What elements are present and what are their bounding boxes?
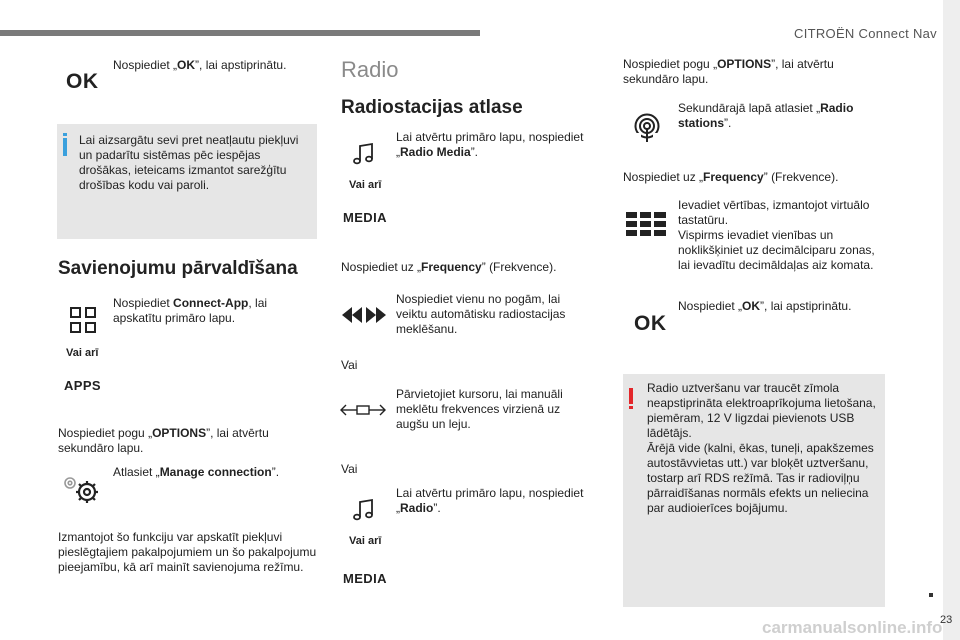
connection-description: Izmantojot šo funkciju var apskatīt piekļuvi pieslēgtajiem pakalpojumiem un šo pakalpojumu pieejamību, kā arī mainīt savienojuma režīmu. (58, 530, 317, 574)
page-marker (929, 593, 933, 597)
radio-title: Radio (341, 57, 399, 82)
radio-subtitle: Radiostacijas atlase (341, 97, 523, 118)
ok-button-icon: OK (634, 312, 667, 335)
side-strip (943, 0, 960, 640)
manage-connection-instruction: Atlasiet „Manage connection”. (113, 465, 280, 479)
frequency-instruction: Nospiediet uz „Frequency” (Frekvence). (623, 170, 839, 184)
info-box (57, 124, 317, 239)
media-button-label: MEDIA (343, 571, 387, 586)
apps-instruction: Nospiediet Connect-App, lai apskatītu primāro lapu. (113, 296, 268, 325)
frequency-slider-icon (340, 403, 386, 422)
info-icon (63, 138, 67, 156)
or-label: Vai arī (349, 179, 382, 191)
radio-media-instruction: Lai atvērtu primāro lapu, nospiediet „Radio Media”. (396, 130, 584, 159)
top-rule (0, 30, 480, 36)
page-header: CITROËN Connect Nav (794, 26, 937, 41)
apps-button-label: APPS (64, 378, 102, 393)
warning-icon-dot (629, 406, 633, 409)
options-instruction: Nospiediet pogu „OPTIONS”, lai atvērtu sekundāro lapu. (623, 57, 834, 86)
watermark: carmanualsonline.info (762, 618, 943, 637)
options-instruction: Nospiediet pogu „OPTIONS”, lai atvērtu sekundāro lapu. (58, 426, 269, 455)
or-label: Vai arī (66, 347, 99, 359)
seek-instruction: Nospiediet vienu no pogām, lai veiktu automātisku radiostacijas meklēšanu. (396, 292, 566, 336)
settings-gears-icon (60, 472, 102, 511)
keypad-icon (626, 212, 666, 241)
slider-instruction: Pārvietojiet kursoru, lai manuāli meklētu frekvences virzienā uz augšu un leju. (396, 387, 563, 431)
ok-instruction: Nospiediet „OK”, lai apstiprinātu. (113, 58, 287, 72)
or-label: Vai arī (349, 535, 382, 547)
ok-instruction: Nospiediet „OK”, lai apstiprinātu. (678, 299, 852, 313)
info-icon-dot (63, 133, 67, 136)
or-label: Vai (341, 358, 358, 372)
frequency-instruction: Nospiediet uz „Frequency” (Frekvence). (341, 260, 557, 274)
warning-icon (629, 388, 633, 404)
radio-antenna-icon (632, 113, 662, 148)
music-note-icon (352, 498, 376, 527)
section-title: Savienojumu pārvaldīšana (58, 258, 298, 279)
media-button-label: MEDIA (343, 210, 387, 225)
apps-grid-icon (70, 307, 96, 338)
warning-box (623, 374, 885, 607)
warning-text: Radio uztveršanu var traucēt zīmola neapstiprināta elektroaprīkojuma lietošana, piemēram, 12 V ligzdai pievienots USB lādētājs. Ārējā vide (kalni, ēkas, tuneļi, apakšzemes autostāvvietas utt.) var bloķēt uztveršanu, tostarp arī RDS režīmā. Tas ir radioviļņu pārraidīšanas normāls efekts un neliecina par audioierīces bojājumu. (647, 381, 876, 515)
info-text: Lai aizsargātu sevi pret neatļautu piekļuvi un padarītu sistēmas pēc iespējas drošākas, ieteicams izmantot sarežģītu drošības kodu vai paroli. (79, 133, 299, 192)
seek-arrows-icon (342, 306, 386, 329)
page-number: 23 (940, 614, 953, 626)
radio-stations-instruction: Sekundārajā lapā atlasiet „Radio stations”. (678, 101, 854, 130)
ok-button-icon: OK (66, 70, 99, 93)
keypad-instruction: Ievadiet vērtības, izmantojot virtuālo tastatūru. Vispirms ievadiet vienības un noklikšķiniet uz decimālciparu zonas, lai ievadītu decimāldaļas aiz komata. (678, 198, 875, 272)
music-note-icon (352, 142, 376, 171)
or-label: Vai (341, 462, 358, 476)
radio-instruction: Lai atvērtu primāro lapu, nospiediet „Radio”. (396, 486, 584, 515)
